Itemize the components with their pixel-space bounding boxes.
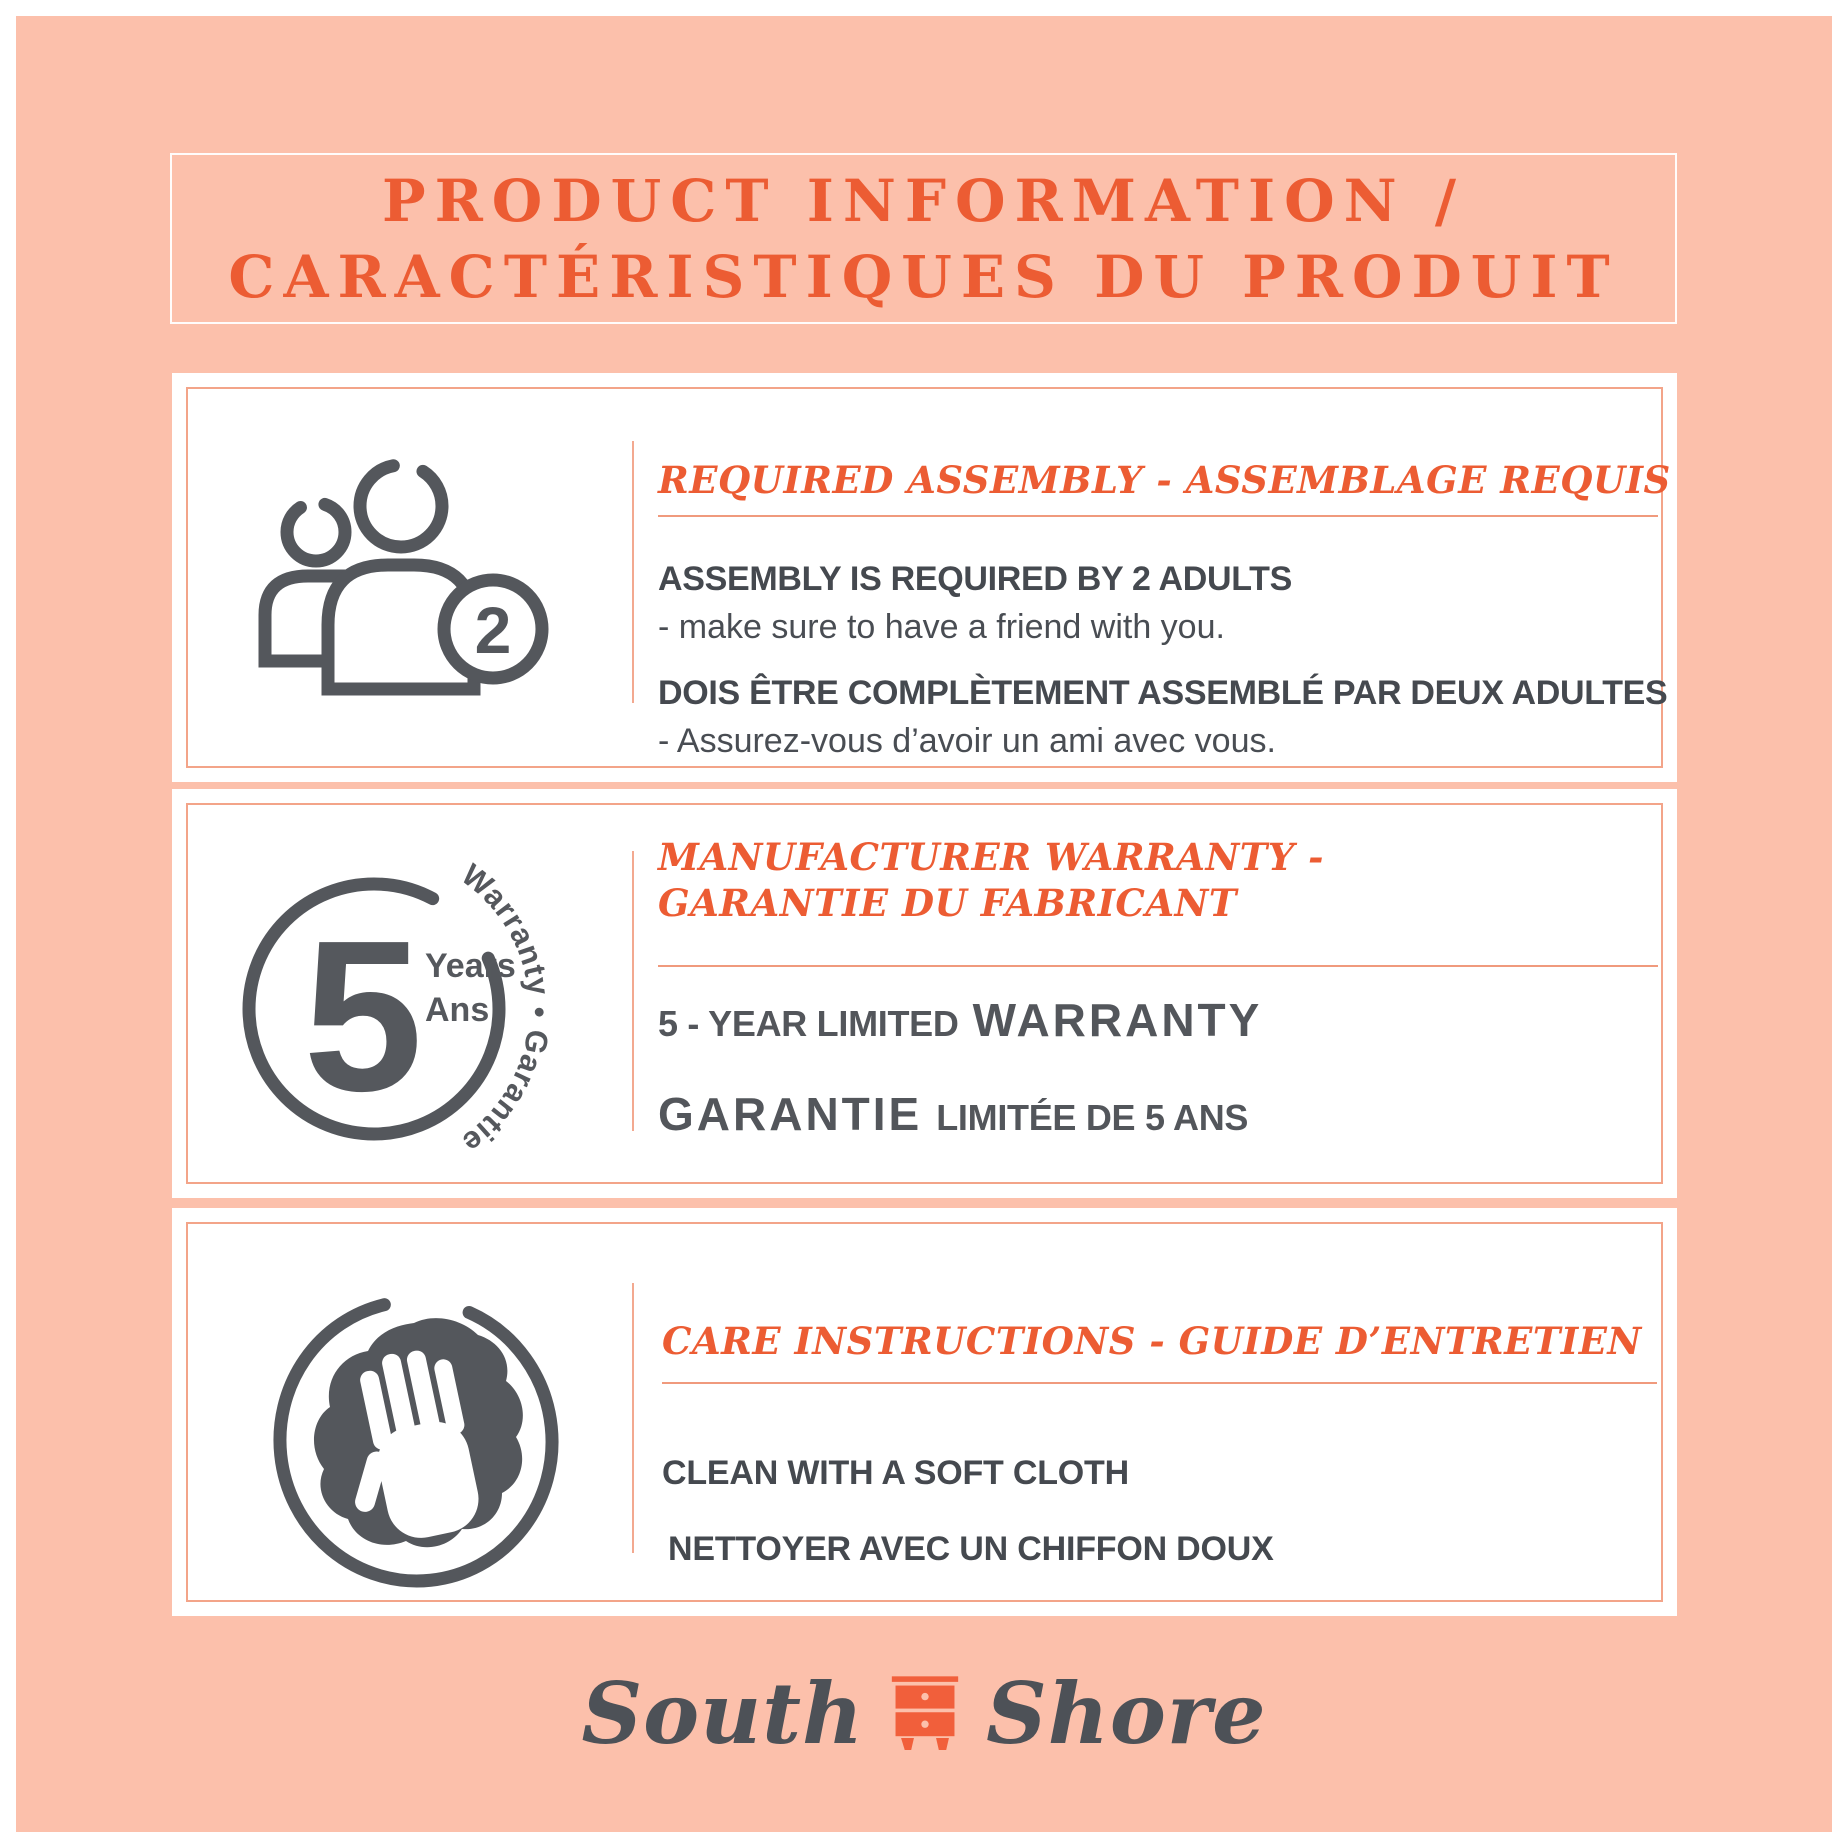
card3-line1-en: CLEAN WITH A SOFT CLOTH bbox=[662, 1454, 1129, 1492]
card1-body bbox=[658, 555, 1667, 765]
card3-heading: CARE INSTRUCTIONS - GUIDE D’ENTRETIEN bbox=[662, 1319, 1642, 1363]
warranty-curved-label: Warranty • Garantie bbox=[455, 857, 558, 1161]
heading-underline bbox=[662, 1382, 1657, 1384]
card2-warranty-line-en bbox=[658, 993, 1262, 1047]
card-manufacturer-warranty bbox=[172, 789, 1677, 1198]
warranty-en-emph: WARRANTY bbox=[972, 994, 1263, 1046]
south-shore-logo bbox=[0, 1664, 1848, 1763]
card2-heading-line2: GARANTIE DU FABRICANT bbox=[658, 881, 1237, 925]
logo-word-south: South bbox=[581, 1664, 865, 1763]
heading-underline bbox=[658, 965, 1658, 967]
warranty-number: 5 bbox=[303, 895, 423, 1136]
card2-warranty-line-fr bbox=[658, 1087, 1248, 1141]
card2-heading bbox=[658, 834, 1324, 926]
card1-line2-en: - make sure to have a friend with you. bbox=[658, 608, 1225, 646]
heading-underline bbox=[658, 515, 1658, 517]
clean-cloth-icon bbox=[266, 1291, 566, 1591]
warranty-fr-suffix: LIMITÉE DE 5 ANS bbox=[936, 1097, 1249, 1138]
card1-line4-fr: - Assurez-vous d’avoir un ami avec vous. bbox=[658, 722, 1276, 760]
card1-line1-en: ASSEMBLY IS REQUIRED BY 2 ADULTS bbox=[658, 560, 1293, 598]
warranty-years-label: Years bbox=[425, 947, 516, 985]
card-care-instructions bbox=[172, 1208, 1677, 1616]
page-title-line1: PRODUCT INFORMATION / bbox=[381, 166, 1465, 235]
card1-line3-fr: DOIS ÊTRE COMPLÈTEMENT ASSEMBLÉ PAR DEUX ADULTES bbox=[658, 674, 1668, 712]
card1-heading: REQUIRED ASSEMBLY - ASSEMBLAGE REQUIS bbox=[658, 458, 1671, 502]
two-adults-icon bbox=[228, 429, 560, 759]
five-year-warranty-icon bbox=[184, 819, 704, 1219]
card3-line2-fr: NETTOYER AVEC UN CHIFFON DOUX bbox=[668, 1530, 1274, 1568]
page-title-line2: CARACTÉRISTIQUES DU PRODUIT bbox=[228, 242, 1619, 311]
warranty-en-prefix: 5 - YEAR LIMITED bbox=[658, 1003, 959, 1044]
warranty-ans-label: Ans bbox=[425, 991, 490, 1029]
card-required-assembly bbox=[172, 373, 1677, 782]
logo-word-shore: Shore bbox=[986, 1664, 1267, 1763]
two-adults-badge-number: 2 bbox=[474, 593, 512, 667]
card2-heading-line1: MANUFACTURER WARRANTY - bbox=[658, 835, 1324, 879]
vertical-divider bbox=[632, 1283, 634, 1553]
dresser-icon bbox=[890, 1667, 960, 1752]
vertical-divider bbox=[632, 441, 634, 703]
vertical-divider bbox=[632, 851, 634, 1131]
title-box bbox=[170, 153, 1677, 324]
warranty-fr-emph: GARANTIE bbox=[658, 1088, 923, 1140]
